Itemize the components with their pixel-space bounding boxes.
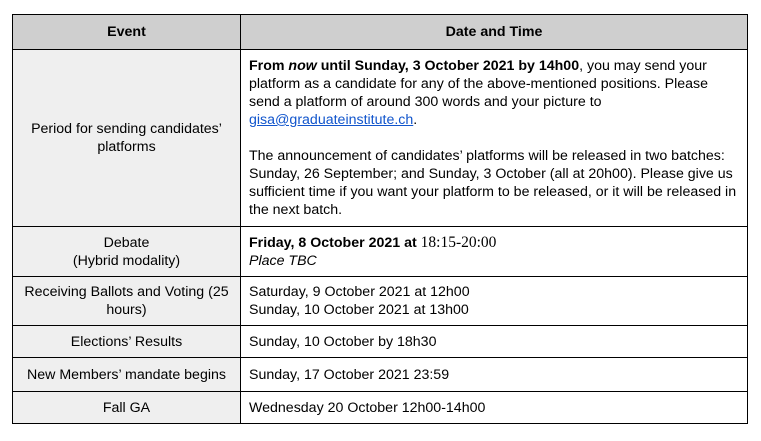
event-cell: Elections’ Results	[13, 326, 241, 358]
table-row	[13, 392, 748, 424]
paragraph-gap	[249, 129, 739, 147]
announcement-text: The announcement of candidates’ platforms will be released in two batches: Sunday, 26 September; and Sunday, 3 October (all at 20h00). Please give us sufficient time if you want your platform to be released, or it will be released in the next batch.	[249, 148, 737, 218]
table-row	[13, 326, 748, 358]
debate-time: 18:15-20:00	[420, 233, 497, 251]
header-event: Event	[13, 15, 241, 50]
date-time-cell: Sunday, 17 October 2021 23:59	[241, 358, 748, 392]
email-link[interactable]: gisa@graduateinstitute.ch	[249, 112, 414, 128]
deadline-bold-end: until Sunday, 3 October 2021 by 14h00	[316, 58, 580, 74]
voting-end: Sunday, 10 October 2021 at 13h00	[249, 302, 469, 318]
platform-instructions	[249, 57, 739, 129]
header-date-time: Date and Time	[241, 15, 748, 50]
header-row	[13, 15, 748, 50]
table-row	[13, 358, 748, 392]
table-row	[13, 277, 748, 326]
event-cell: New Members’ mandate begins	[13, 358, 241, 392]
date-time-cell: Sunday, 10 October by 18h30	[241, 326, 748, 358]
event-title: Debate	[103, 234, 150, 251]
debate-date: Friday, 8 October 2021 at	[249, 234, 421, 251]
event-cell	[13, 227, 241, 277]
instructions-text: , you may send your platform as a candidate for any of the above-mentioned positions. Please send a platform of around 300 words and your picture to	[249, 58, 709, 110]
table-row	[13, 227, 748, 277]
deadline-bold-start: From	[249, 58, 289, 74]
instructions-end: .	[413, 112, 418, 128]
date-time-cell	[241, 277, 748, 326]
date-time-cell: Wednesday 20 October 12h00-14h00	[241, 392, 748, 424]
deadline-now: now	[288, 58, 317, 74]
debate-place: Place TBC	[249, 252, 317, 269]
schedule-table	[12, 14, 748, 424]
event-cell: Fall GA	[13, 392, 241, 424]
event-subtitle: (Hybrid modality)	[72, 252, 181, 269]
voting-start: Saturday, 9 October 2021 at 12h00	[249, 284, 470, 300]
table-row	[13, 50, 748, 227]
event-cell: Receiving Ballots and Voting (25 hours)	[13, 277, 241, 326]
date-time-cell	[241, 227, 748, 277]
event-cell: Period for sending candidates’ platforms	[13, 50, 241, 227]
date-time-cell	[241, 50, 748, 227]
